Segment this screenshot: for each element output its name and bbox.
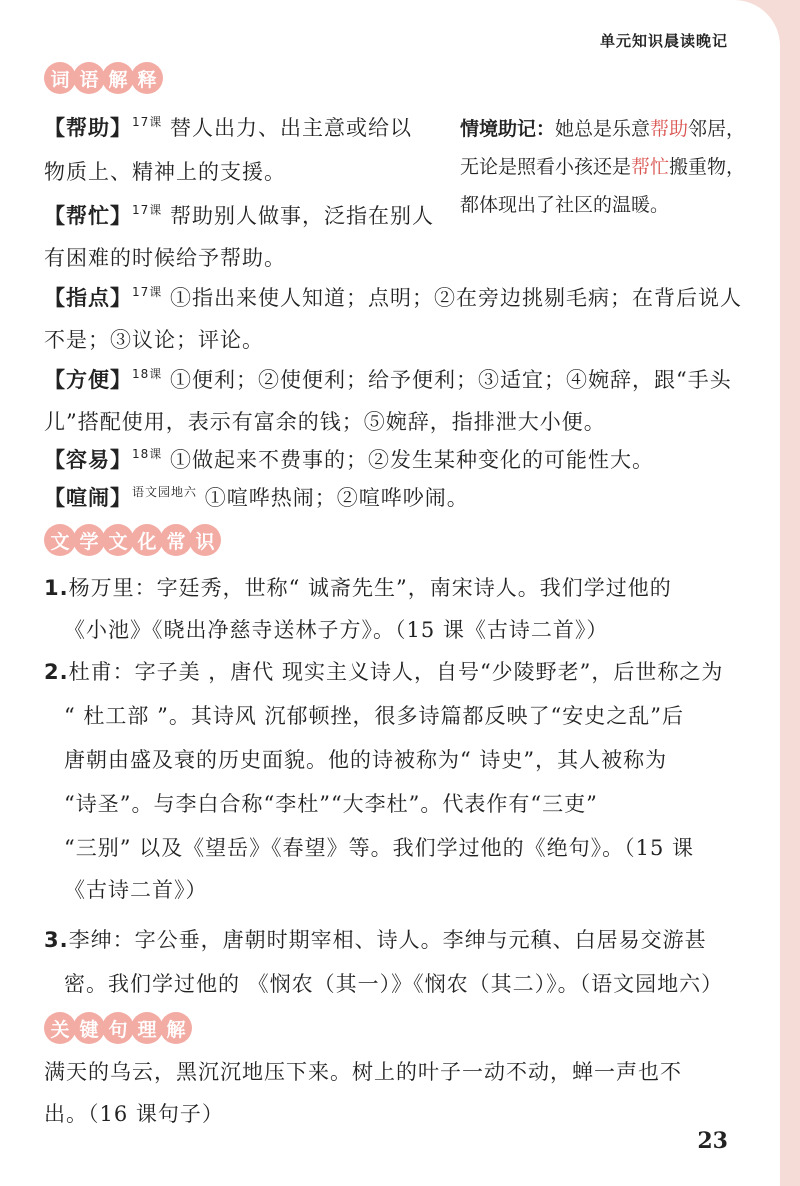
entry-bangzhu: 【帮助】$^{17课}$ 替人出力、出主意或给以: [44, 115, 412, 140]
title-char: 化: [131, 524, 163, 556]
memory-aid-label: 情境助记：: [460, 118, 556, 140]
entry-term: 方便: [66, 368, 110, 392]
entry-source: 18课: [132, 367, 163, 381]
title-char: 句: [102, 1012, 134, 1044]
title-char: 理: [131, 1012, 163, 1044]
entry-source: 17课: [132, 285, 163, 299]
key-sentence-text: 满天的乌云，黑沉沉地压下来。树上的叶子一动不动，蝉一声也不: [44, 1060, 682, 1084]
entry-term: 指点: [66, 286, 110, 310]
title-char: 文: [44, 524, 76, 556]
highlight-term: 帮助: [650, 118, 689, 140]
entry-text: ①便利；②使便利；给予便利；③适宜；④婉辞，跟“手头: [169, 368, 732, 392]
title-char: 释: [131, 62, 163, 94]
entry-term: 喧闹: [66, 486, 110, 510]
title-char: 解: [160, 1012, 192, 1044]
entry-bangmang: 【帮忙】$^{17课}$ 帮助别人做事，泛指在别人: [44, 203, 434, 228]
knowledge-item-cont: “三别” 以及《望岳》《春望》等。我们学过他的《绝句》。（15 课: [64, 836, 695, 860]
highlight-term: 帮忙: [631, 156, 670, 178]
section-title-literary-knowledge: [44, 524, 218, 558]
entry-bangzhu-cont: 物质上、精神上的支援。: [44, 160, 286, 184]
title-char: 解: [102, 62, 134, 94]
knowledge-item-cont: 《小池》《晓出净慈寺送林子方》。（15 课《古诗二首》）: [64, 618, 609, 642]
entry-source: 17课: [132, 203, 163, 217]
title-char: 词: [44, 62, 76, 94]
section-title-key-sentence: [44, 1012, 189, 1046]
entry-zhidian: 【指点】$^{17课}$ ①指出来使人知道；点明；②在旁边挑剔毛病；在背后说人: [44, 285, 742, 310]
knowledge-item-yang-wanli: 1.杨万里：字廷秀，世称“ 诚斋先生”，南宋诗人。我们学过他的: [44, 576, 672, 600]
entry-fangbian-cont: 儿”搭配使用，表示有富余的钱；⑤婉辞，指排泄大小便。: [44, 410, 606, 434]
entry-term: 帮助: [66, 116, 110, 140]
knowledge-item-du-fu: 2.杜甫：字子美 ，唐代 现实主义诗人，自号“少陵野老”，后世称之为: [44, 660, 724, 684]
entry-zhidian-cont: 不是；③议论；评论。: [44, 328, 264, 352]
entry-source: 语文园地六: [132, 485, 198, 499]
entry-rongyi: 【容易】$^{18课}$ ①做起来不费事的；②发生某种变化的可能性大。: [44, 447, 654, 472]
entry-source: 17课: [132, 115, 163, 129]
title-char: 键: [73, 1012, 105, 1044]
entry-term: 帮忙: [66, 204, 110, 228]
entry-text: ①指出来使人知道；点明；②在旁边挑剔毛病；在背后说人: [169, 286, 742, 310]
entry-fangbian: 【方便】$^{18课}$ ①便利；②使便利；给予便利；③适宜；④婉辞，跟“手头: [44, 367, 732, 392]
title-char: 学: [73, 524, 105, 556]
entry-xuannao: 【喧闹】$^{语文园地六}$ ①喧哗热闹；②喧哗吵闹。: [44, 485, 469, 510]
memory-aid-box: 情境助记：她总是乐意帮助邻居，无论是照看小孩还是帮忙搬重物，都体现出了社区的温暖。: [460, 118, 746, 216]
entry-text: ①喧哗热闹；②喧哗吵闹。: [204, 486, 469, 510]
title-char: 文: [102, 524, 134, 556]
knowledge-item-li-shen: 3.李绅：字公垂，唐朝时期宰相、诗人。李绅与元稹、白居易交游甚: [44, 928, 707, 952]
section-title-word-explanation: [44, 62, 160, 96]
entry-term: 容易: [66, 448, 110, 472]
key-sentence-source: 出。（16 课句子）: [44, 1102, 224, 1126]
entry-text: 替人出力、出主意或给以: [169, 116, 412, 140]
entry-text: 帮助别人做事，泛指在别人: [169, 204, 434, 228]
page-number: 23: [697, 1128, 728, 1154]
knowledge-item-cont: “诗圣”。与李白合称“李杜”“大李杜”。代表作有“三吏”: [64, 792, 598, 816]
knowledge-item-cont: 密。我们学过他的 《悯农（其一）》《悯农（其二）》。（语文园地六）: [64, 972, 724, 996]
title-char: 识: [189, 524, 221, 556]
knowledge-item-cont: “ 杜工部 ”。其诗风 沉郁顿挫，很多诗篇都反映了“安史之乱”后: [64, 704, 684, 728]
running-header: 单元知识晨读晚记: [599, 32, 728, 50]
knowledge-item-cont: 《古诗二首》）: [64, 878, 208, 902]
knowledge-item-cont: 唐朝由盛及衰的历史面貌。他的诗被称为“ 诗史”，其人被称为: [64, 748, 668, 772]
entry-text: ①做起来不费事的；②发生某种变化的可能性大。: [169, 448, 654, 472]
title-char: 常: [160, 524, 192, 556]
entry-bangmang-cont: 有困难的时候给予帮助。: [44, 246, 286, 270]
title-char: 语: [73, 62, 105, 94]
title-char: 关: [44, 1012, 76, 1044]
entry-source: 18课: [132, 447, 163, 461]
